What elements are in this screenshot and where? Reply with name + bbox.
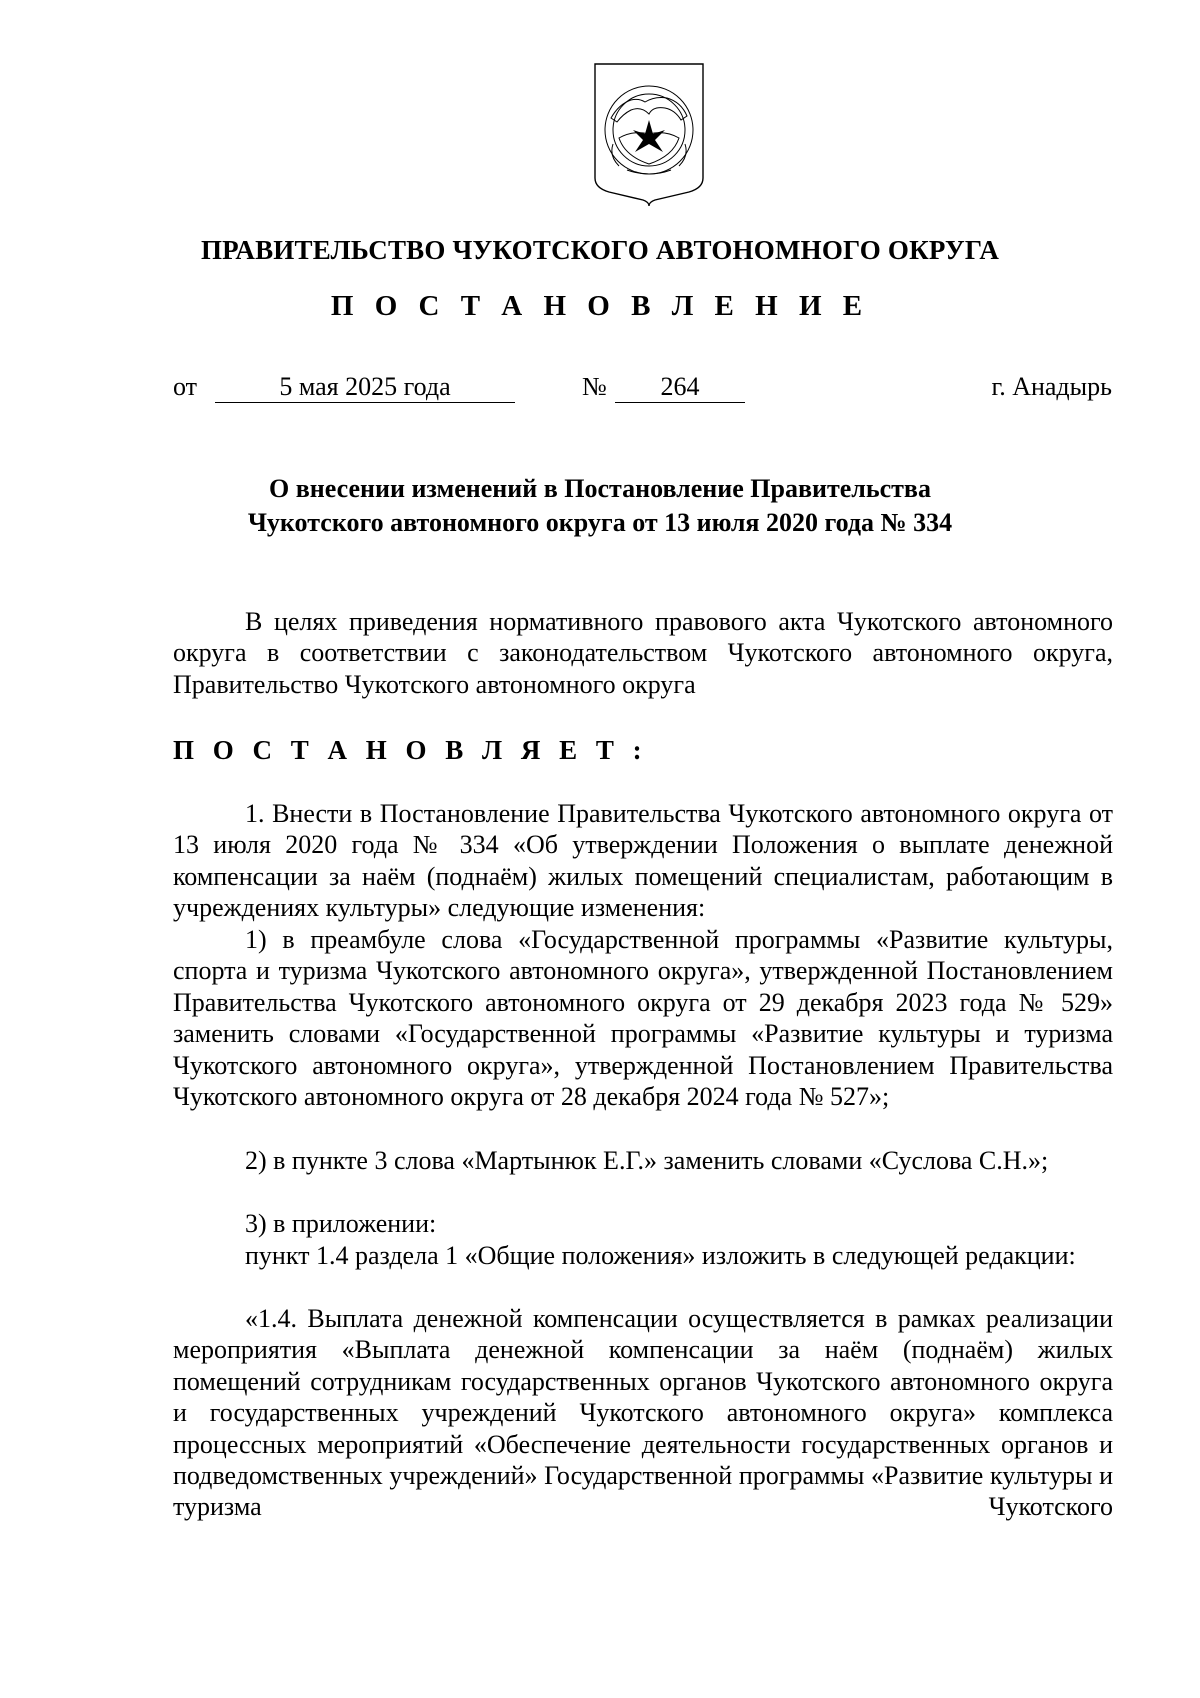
city: г. Анадырь <box>991 372 1112 401</box>
preamble-paragraph: В целях приведения нормативного правового акта Чукотского автономного округа в соответствии с законодательством Чукотского автономного округа, Правительство Чукотского автономного округа <box>173 607 1113 699</box>
document-title <box>160 472 1040 540</box>
subitem-1-paragraph: 1) в преамбуле слова «Государственной программы «Развитие культуры, спорта и туризма Чукотского автономного округа», утвержденной Постановлением Правительства Чукотского автономного округа от 29 декабря 2023 года № 529» заменить словами «Государственной программы «Развитие культуры и туризма Чукотского автономного округа», утвержденной Постановлением Правительства Чукотского автономного округа от 28 декабря 2024 года № 527»; <box>173 925 1113 1112</box>
title-line-1: О внесении изменений в Постановление Правительства <box>269 474 931 503</box>
decree-word: П О С Т А Н О В Л Я Е Т : <box>173 735 648 765</box>
number-prefix: № <box>582 372 607 401</box>
item-1-paragraph: 1. Внести в Постановление Правительства Чукотского автономного округа от 13 июля 2020 года № 334 «Об утверждении Положения о выплате денежной компенсации за наём (поднаём) жилых помещений специалистам, работающим в учреждениях культуры» следующие изменения: <box>173 799 1113 923</box>
subitem-2-paragraph: 2) в пункте 3 слова «Мартынюк Е.Г.» заменить словами «Суслова С.Н.»; <box>245 1146 1049 1175</box>
title-line-2: Чукотского автономного округа от 13 июля 2020 года № 334 <box>247 508 953 537</box>
document-date: 5 мая 2025 года <box>215 372 515 403</box>
organization-name: ПРАВИТЕЛЬСТВО ЧУКОТСКОГО АВТОНОМНОГО ОКРУГА <box>200 235 1000 265</box>
quoted-clause-paragraph: «1.4. Выплата денежной компенсации осуществляется в рамках реализации мероприятия «Выплата денежной компенсации за наём (поднаём) жилых помещений сотрудникам государственных органов Чукотского автономного округа и государственных учреждений Чукотского автономного округа» комплекса процессных мероприятий «Обеспечение деятельности государственных органов и подведомственных учреждений» Государственной программы «Развитие культуры и туризма Чукотского <box>173 1304 1113 1522</box>
document-meta <box>0 372 1200 412</box>
document-type: П О С Т А Н О В Л Е Н И Е <box>330 290 870 322</box>
date-prefix: от <box>173 372 198 401</box>
document-number: 264 <box>615 372 745 403</box>
coat-of-arms-emblem <box>589 60 709 210</box>
subitem-3-text: пункт 1.4 раздела 1 «Общие положения» изложить в следующей редакции: <box>245 1241 1076 1270</box>
subitem-3-paragraph: 3) в приложении: <box>245 1209 437 1238</box>
